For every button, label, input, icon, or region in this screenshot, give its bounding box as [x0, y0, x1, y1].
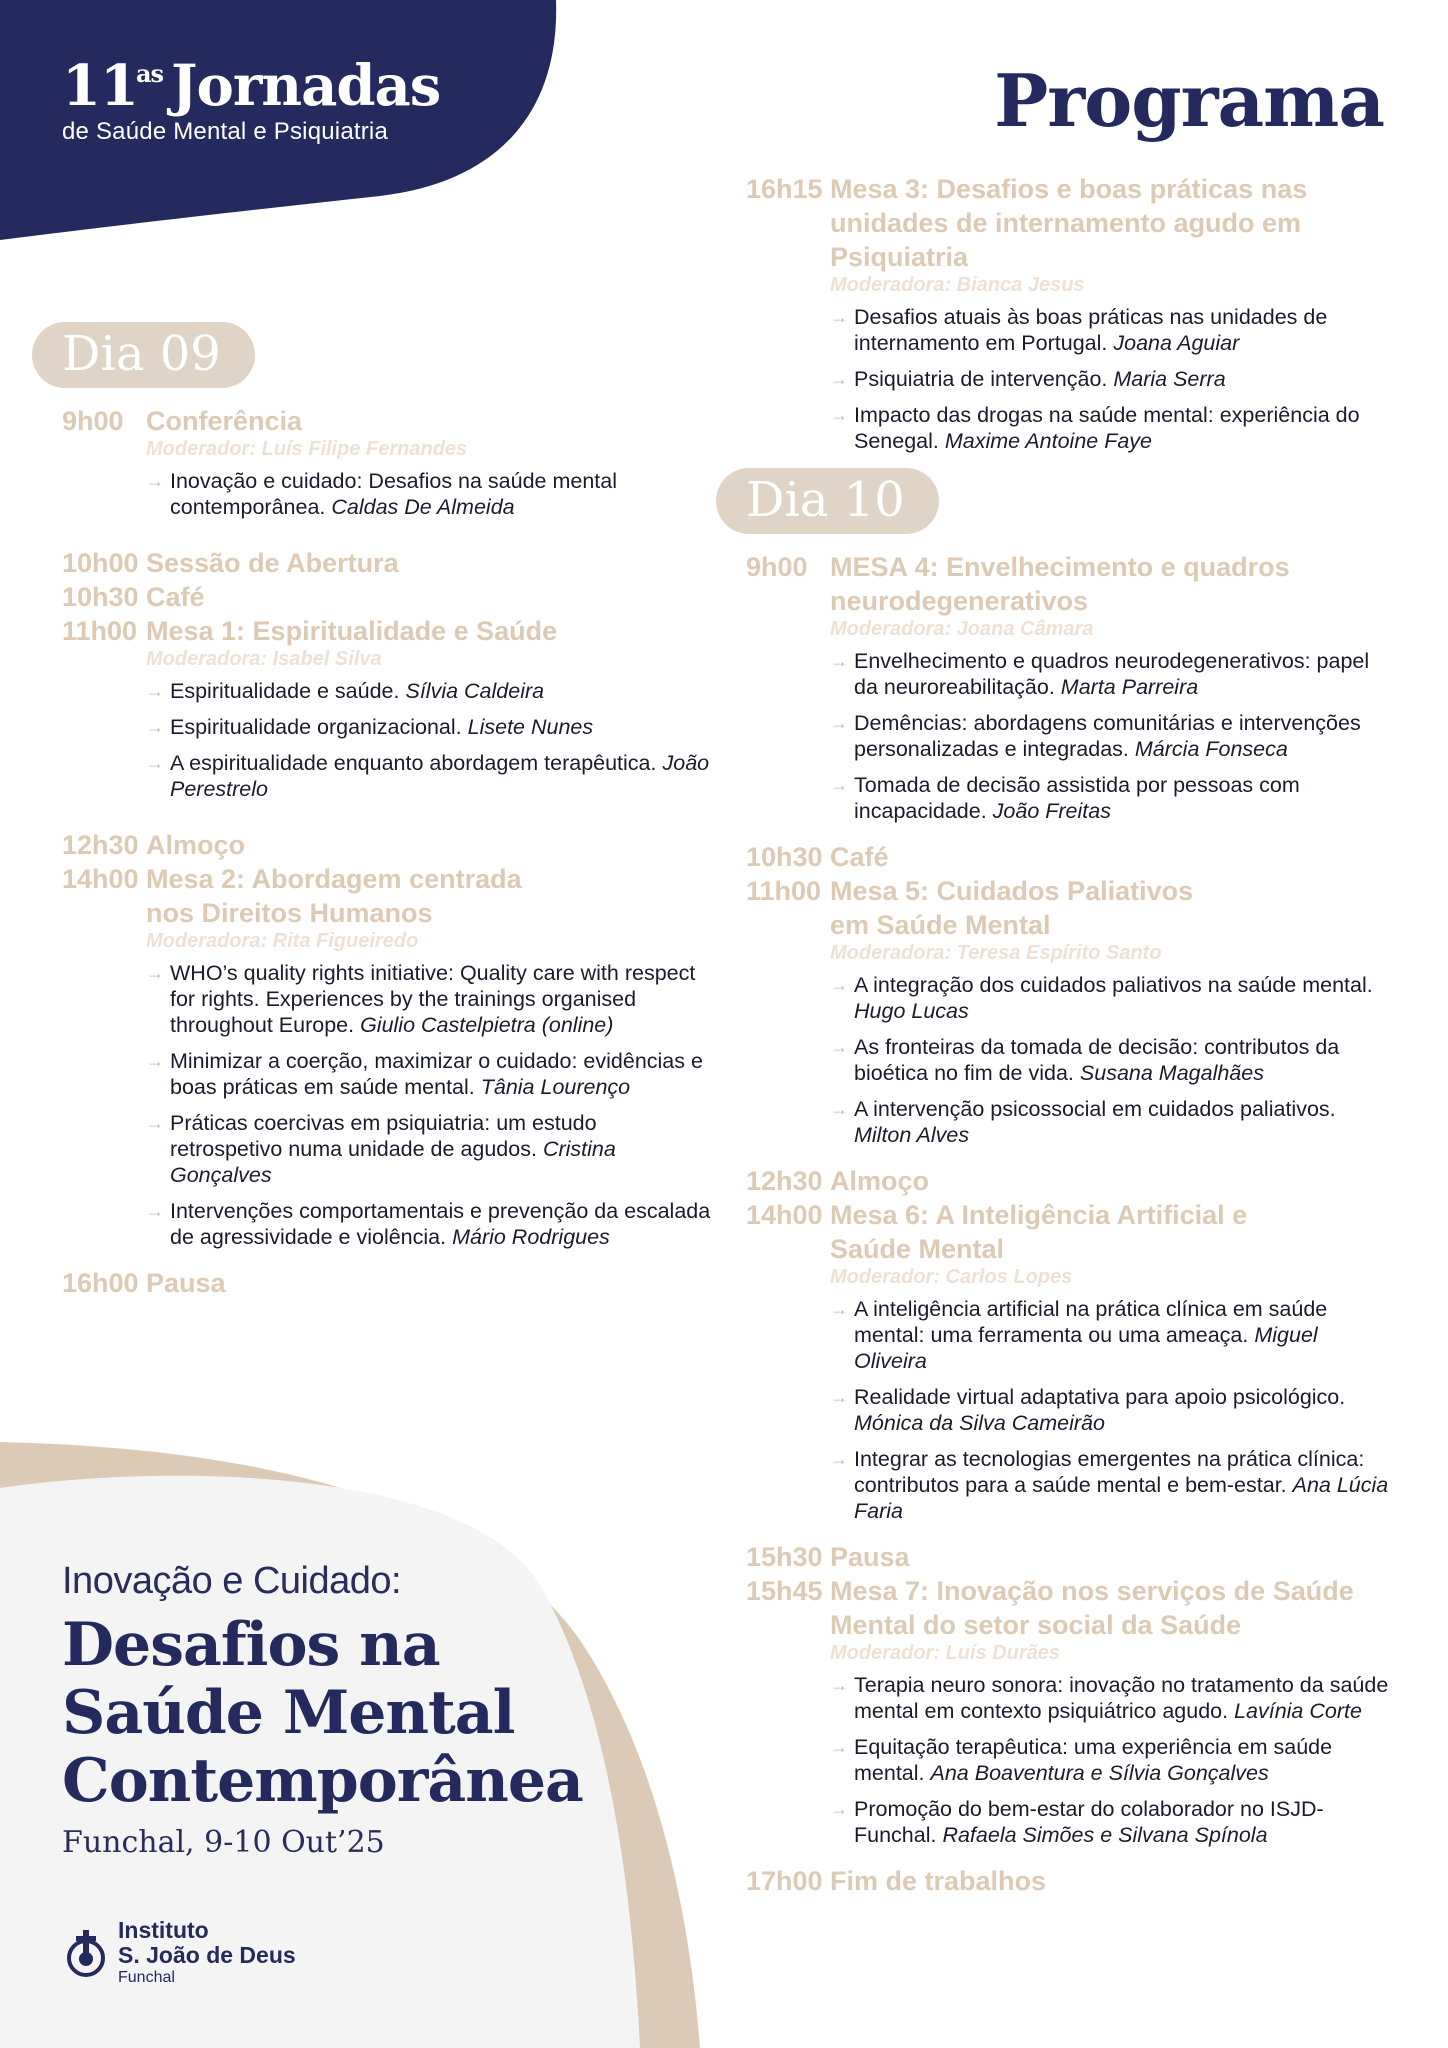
session-name: Mesa 6: A Inteligência Artificial e Saúde Mental: [830, 1200, 1248, 1264]
talk-item: [830, 1796, 1396, 1848]
event-subtitle: de Saúde Mental e Psiquiatria: [62, 118, 389, 145]
session-time: 9h00: [62, 406, 124, 436]
session-time: 16h15: [746, 174, 823, 204]
talk-item: [830, 1672, 1396, 1724]
session-time: 10h00: [62, 548, 139, 578]
session-name: Sessão de Abertura: [146, 548, 399, 578]
arrow-right-icon: →: [830, 405, 848, 425]
talk-item: [830, 1296, 1396, 1374]
session-row: [746, 172, 1396, 274]
session-moderator: Moderadora: Bianca Jesus: [830, 274, 1085, 296]
talk-title: A intervenção psicossocial em cuidados paliativos.: [854, 1097, 1336, 1121]
talk-list: [146, 678, 712, 802]
talk-list: [830, 304, 1396, 454]
talk-item: [146, 468, 712, 520]
session-moderator: Moderadora: Teresa Espírito Santo: [830, 942, 1162, 964]
session-name: Pausa: [146, 1268, 226, 1298]
talk-title: Impacto das drogas na saúde mental: experiência do Senegal.: [854, 403, 1360, 453]
talk-title: Realidade virtual adaptativa para apoio psicológico.: [854, 1385, 1346, 1409]
session-time: 14h00: [62, 864, 139, 894]
arrow-right-icon: →: [830, 1799, 848, 1819]
session-time: 10h30: [746, 842, 823, 872]
talk-item: [830, 1734, 1396, 1786]
arrow-right-icon: →: [830, 713, 848, 733]
session-row: [746, 840, 1396, 874]
day-label: Dia 09: [32, 322, 255, 388]
talk-item: [830, 402, 1396, 454]
session-moderator: Moderador: Luís Filipe Fernandes: [146, 438, 468, 460]
left-column: [62, 322, 712, 1300]
talk-speaker: Ana Lúcia Faria: [854, 1473, 1389, 1523]
session-row: [62, 546, 712, 580]
talk-item: [830, 1446, 1396, 1524]
logo-line: Instituto: [118, 1917, 209, 1943]
talk-speaker: Hugo Lucas: [854, 999, 969, 1023]
talk-item: [146, 960, 712, 1038]
session-time: 11h00: [746, 876, 822, 906]
talk-title: Equitação terapêutica: uma experiência em saúde mental.: [854, 1735, 1333, 1785]
talk-title: A integração dos cuidados paliativos na saúde mental.: [854, 973, 1373, 997]
arrow-right-icon: →: [830, 1099, 848, 1119]
session-row: [62, 862, 712, 930]
talk-item: [830, 972, 1396, 1024]
session-name: Almoço: [830, 1166, 930, 1196]
theme-title: [62, 1611, 702, 1815]
talk-title: Envelhecimento e quadros neurodegenerativos: papel da neuroreabilitação.: [854, 649, 1370, 699]
right-column: [746, 172, 1396, 1898]
session-name: Mesa 2: Abordagem centrada nos Direitos Humanos: [146, 864, 522, 928]
talk-speaker: João Freitas: [992, 799, 1111, 823]
session-row: [62, 580, 712, 614]
talk-speaker: Rafaela Simões e Silvana Spínola: [942, 1823, 1268, 1847]
talk-title: Minimizar a coerção, maximizar o cuidado: evidências e boas práticas em saúde mental.: [170, 1049, 703, 1099]
talk-title: Práticas coercivas em psiquiatria: um estudo retrospetivo numa unidade de agudos.: [170, 1111, 597, 1161]
session-moderator: Moderadora: Rita Figueiredo: [146, 930, 419, 952]
arrow-right-icon: →: [146, 1051, 164, 1071]
talk-speaker: Sílvia Caldeira: [405, 679, 545, 703]
talk-title: As fronteiras da tomada de decisão: contributos da bioética no fim de vida.: [854, 1035, 1340, 1085]
talk-item: [830, 1384, 1396, 1436]
session-name: Conferência: [146, 406, 303, 436]
session-time: 15h45: [746, 1576, 823, 1606]
session-time: 16h00: [62, 1268, 139, 1298]
session-row: [746, 1540, 1396, 1574]
arrow-right-icon: →: [830, 975, 848, 995]
session-name: Mesa 3: Desafios e boas práticas nas unidades de internamento agudo em Psiquiatria: [830, 174, 1308, 272]
talk-title: Inovação e cuidado: Desafios na saúde mental contemporânea.: [170, 469, 618, 519]
session-row: [62, 828, 712, 862]
talk-list: [146, 468, 712, 520]
talk-title: WHO’s quality rights initiative: Quality care with respect for rights. Experiences by the trainings organised throughout Europe.: [170, 961, 696, 1037]
talk-title: Terapia neuro sonora: inovação no tratamento da saúde mental em contexto psiquiátrico agudo.: [854, 1673, 1389, 1723]
page-title: Programa: [994, 58, 1384, 143]
arrow-right-icon: →: [830, 651, 848, 671]
session-name: Almoço: [146, 830, 246, 860]
talk-item: [146, 1110, 712, 1188]
arrow-right-icon: →: [830, 307, 848, 327]
session-row: [62, 614, 712, 648]
session-time: 9h00: [746, 552, 808, 582]
session-time: 17h00: [746, 1866, 823, 1896]
session-time: 12h30: [746, 1166, 823, 1196]
talk-list: [146, 960, 712, 1250]
cross-emblem-icon: [62, 1928, 110, 1978]
event-header: [62, 53, 441, 146]
talk-list: [830, 1672, 1396, 1848]
talk-title: A espiritualidade enquanto abordagem terapêutica.: [170, 751, 657, 775]
talk-speaker: Caldas De Almeida: [331, 495, 515, 519]
talk-item: [146, 714, 712, 740]
session-moderator: Moderador: Luís Durães: [830, 1642, 1061, 1664]
talk-speaker: Lisete Nunes: [467, 715, 594, 739]
session-row: [746, 1864, 1396, 1898]
talk-item: [146, 678, 712, 704]
talk-speaker: Tânia Lourenço: [480, 1075, 631, 1099]
arrow-right-icon: →: [830, 1037, 848, 1057]
talk-title: Demências: abordagens comunitárias e intervenções personalizadas e integradas.: [854, 711, 1361, 761]
theme-title-line: Saúde Mental: [62, 1678, 515, 1748]
arrow-right-icon: →: [146, 1113, 164, 1133]
talk-speaker: Mónica da Silva Cameirão: [854, 1411, 1105, 1435]
session-name: Café: [830, 842, 889, 872]
event-title: Jornadas: [171, 53, 441, 119]
session-name: Mesa 1: Espiritualidade e Saúde: [146, 616, 558, 646]
talk-list: [830, 648, 1396, 824]
talk-speaker: Cristina Gonçalves: [170, 1137, 616, 1187]
session-name: Fim de trabalhos: [830, 1866, 1047, 1896]
talk-item: [830, 1096, 1396, 1148]
session-time: 11h00: [62, 616, 138, 646]
talk-title: Intervenções comportamentais e prevenção da escalada de agressividade e violência.: [170, 1199, 711, 1249]
arrow-right-icon: →: [830, 1387, 848, 1407]
session-row: [746, 1198, 1396, 1266]
session-name: Pausa: [830, 1542, 910, 1572]
session-row: [62, 404, 712, 438]
talk-title: Espiritualidade e saúde.: [170, 679, 400, 703]
talk-title: Desafios atuais às boas práticas nas unidades de internamento em Portugal.: [854, 305, 1328, 355]
arrow-right-icon: →: [830, 369, 848, 389]
arrow-right-icon: →: [830, 1675, 848, 1695]
arrow-right-icon: →: [830, 775, 848, 795]
session-row: [746, 1164, 1396, 1198]
session-row: [746, 874, 1396, 942]
talk-speaker: Ana Boaventura e Sílvia Gonçalves: [930, 1761, 1269, 1785]
session-name: MESA 4: Envelhecimento e quadros neurodegenerativos: [830, 552, 1290, 616]
arrow-right-icon: →: [146, 681, 164, 701]
session-name: Mesa 7: Inovação nos serviços de Saúde Mental do setor social da Saúde: [830, 1576, 1354, 1640]
talk-item: [830, 1034, 1396, 1086]
arrow-right-icon: →: [146, 471, 164, 491]
session-row: [62, 1266, 712, 1300]
session-name: Café: [146, 582, 205, 612]
session-time: 14h00: [746, 1200, 823, 1230]
talk-speaker: Maria Serra: [1113, 367, 1226, 391]
talk-speaker: Marta Parreira: [1060, 675, 1199, 699]
session-row: [746, 1574, 1396, 1642]
talk-title: Integrar as tecnologias emergentes na prática clínica: contributos para a saúde mental e bem-estar.: [854, 1447, 1365, 1497]
arrow-right-icon: →: [146, 717, 164, 737]
talk-title: Tomada de decisão assistida por pessoas com incapacidade.: [854, 773, 1300, 823]
talk-speaker: Miguel Oliveira: [854, 1323, 1318, 1373]
talk-speaker: João Perestrelo: [170, 751, 710, 801]
arrow-right-icon: →: [830, 1299, 848, 1319]
edition-superscript: as: [135, 59, 163, 88]
arrow-right-icon: →: [146, 753, 164, 773]
theme-intro: Inovação e Cuidado:: [62, 1560, 402, 1602]
talk-item: [146, 750, 712, 802]
talk-title: Espiritualidade organizacional.: [170, 715, 462, 739]
theme-title-line: Desafios na: [62, 1610, 440, 1680]
talk-title: Psiquiatria de intervenção.: [854, 367, 1108, 391]
session-moderator: Moderadora: Joana Câmara: [830, 618, 1094, 640]
talk-item: [830, 648, 1396, 700]
theme-title-line: Contemporânea: [62, 1746, 583, 1816]
talk-item: [830, 710, 1396, 762]
session-moderator: Moderador: Carlos Lopes: [830, 1266, 1073, 1288]
session-time: 15h30: [746, 1542, 823, 1572]
talk-item: [830, 304, 1396, 356]
day-label: Dia 10: [716, 468, 939, 534]
session-name: Mesa 5: Cuidados Paliativos em Saúde Mental: [830, 876, 1194, 940]
talk-speaker: Milton Alves: [854, 1123, 970, 1147]
session-row: [746, 550, 1396, 618]
session-time: 10h30: [62, 582, 139, 612]
logo-line: S. João de Deus: [118, 1942, 296, 1968]
talk-speaker: Susana Magalhães: [1079, 1061, 1264, 1085]
edition-number: 11: [62, 53, 138, 119]
arrow-right-icon: →: [146, 1201, 164, 1221]
session-time: 12h30: [62, 830, 139, 860]
talk-speaker: Mário Rodrigues: [452, 1225, 610, 1249]
event-location-date: Funchal, 9-10 Out’25: [62, 1825, 385, 1860]
talk-item: [830, 772, 1396, 824]
arrow-right-icon: →: [830, 1737, 848, 1757]
institution-logo: [62, 1918, 296, 1988]
session-moderator: Moderadora: Isabel Silva: [146, 648, 382, 670]
talk-speaker: Lavínia Corte: [1234, 1699, 1362, 1723]
talk-item: [146, 1048, 712, 1100]
talk-title: Promoção do bem-estar do colaborador no ISJD-Funchal.: [854, 1797, 1324, 1847]
theme-block: [62, 1560, 702, 1860]
arrow-right-icon: →: [830, 1449, 848, 1469]
talk-speaker: Joana Aguiar: [1113, 331, 1240, 355]
talk-speaker: Márcia Fonseca: [1134, 737, 1288, 761]
talk-list: [830, 972, 1396, 1148]
logo-location: Funchal: [118, 1969, 175, 1986]
talk-title: A inteligência artificial na prática clínica em saúde mental: uma ferramenta ou uma ameaça.: [854, 1297, 1328, 1347]
arrow-right-icon: →: [146, 963, 164, 983]
talk-list: [830, 1296, 1396, 1524]
talk-speaker: Maxime Antoine Faye: [944, 429, 1153, 453]
talk-speaker: Giulio Castelpietra (online): [360, 1013, 614, 1037]
talk-item: [146, 1198, 712, 1250]
talk-item: [830, 366, 1396, 392]
